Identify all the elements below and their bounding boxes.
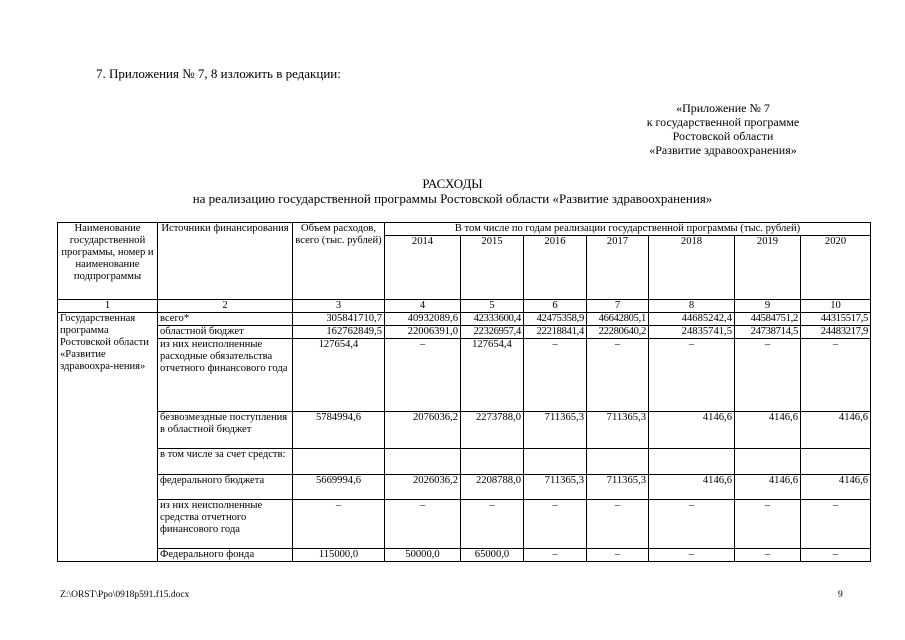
year-cell: 24738714,5 [735, 326, 801, 339]
year-cell: – [801, 500, 871, 549]
col-number: 8 [649, 300, 735, 313]
year-cell [587, 449, 649, 475]
year-cell: 4146,6 [801, 475, 871, 500]
source-cell: в том числе за счет средств: [158, 449, 293, 475]
year-cell: 22218841,4 [524, 326, 587, 339]
year-cell [524, 449, 587, 475]
year-cell: – [649, 500, 735, 549]
total-cell: 305841710,7 [293, 313, 385, 326]
col-number: 1 [58, 300, 158, 313]
col-number: 7 [587, 300, 649, 313]
year-cell: 711365,3 [587, 475, 649, 500]
col-number: 6 [524, 300, 587, 313]
program-name-cell: Государственная программа Ростовской области «Развитие здравоохра-нения» [58, 313, 158, 562]
header-year-2016: 2016 [524, 236, 587, 300]
table-row [58, 326, 871, 339]
header-total: Объем расходов, всего (тыс. рублей) [293, 223, 385, 300]
header-year-2019: 2019 [735, 236, 801, 300]
column-number-row [58, 300, 871, 313]
col-number: 2 [158, 300, 293, 313]
year-cell: 40932089,6 [385, 313, 461, 326]
year-cell: – [587, 549, 649, 562]
year-cell: 711365,3 [524, 475, 587, 500]
year-cell: 24483217,9 [801, 326, 871, 339]
year-cell: 4146,6 [649, 475, 735, 500]
year-cell: 42333600,4 [461, 313, 524, 326]
year-cell: 22326957,4 [461, 326, 524, 339]
header-year-2014: 2014 [385, 236, 461, 300]
year-cell [649, 449, 735, 475]
title-line-1: РАСХОДЫ [422, 176, 483, 191]
year-cell: 42475358,9 [524, 313, 587, 326]
year-cell: 2273788,0 [461, 412, 524, 449]
appendix-line-3: Ростовской области [672, 129, 774, 143]
table-row [58, 500, 871, 549]
table-row [58, 412, 871, 449]
year-cell: – [524, 339, 587, 412]
year-cell: – [735, 500, 801, 549]
year-cell: – [587, 339, 649, 412]
year-cell [385, 449, 461, 475]
year-cell: – [385, 500, 461, 549]
footer-file-path: Z:\ORST\Ppo\0918p591.f15.docx [60, 590, 190, 600]
year-cell: – [649, 339, 735, 412]
year-cell [735, 449, 801, 475]
source-cell: всего* [158, 313, 293, 326]
table-row [58, 475, 871, 500]
header-row [58, 223, 871, 236]
appendix-line-2: к государственной программе [646, 115, 800, 129]
year-cell: 4146,6 [735, 475, 801, 500]
year-cell: – [461, 500, 524, 549]
year-cell: – [649, 549, 735, 562]
document-title [0, 176, 905, 206]
year-cell: 65000,0 [461, 549, 524, 562]
year-cell: 44584751,2 [735, 313, 801, 326]
year-cell: 4146,6 [735, 412, 801, 449]
year-cell: – [801, 339, 871, 412]
year-cell: 127654,4 [461, 339, 524, 412]
page-number: 9 [838, 590, 843, 600]
intro-text: 7. Приложения № 7, 8 изложить в редакции: [96, 66, 341, 81]
source-cell: областной бюджет [158, 326, 293, 339]
table-row [58, 339, 871, 412]
year-cell [801, 449, 871, 475]
year-cell: 711365,3 [587, 412, 649, 449]
year-cell: – [735, 339, 801, 412]
table-row [58, 449, 871, 475]
year-cell: 2208788,0 [461, 475, 524, 500]
col-number: 10 [801, 300, 871, 313]
source-cell: безвозмездные поступления в областной бюджет [158, 412, 293, 449]
appendix-line-1: «Приложение № 7 [676, 101, 770, 115]
total-cell: 162762849,5 [293, 326, 385, 339]
total-cell: – [293, 500, 385, 549]
year-cell: 44685242,4 [649, 313, 735, 326]
header-year-2018: 2018 [649, 236, 735, 300]
title-line-2: на реализацию государственной программы Ростовской области «Развитие здравоохранения» [192, 191, 713, 206]
year-cell: 46642805,1 [587, 313, 649, 326]
total-cell: 115000,0 [293, 549, 385, 562]
year-cell: – [587, 500, 649, 549]
year-cell: 711365,3 [524, 412, 587, 449]
source-cell: федерального бюджета [158, 475, 293, 500]
year-cell [461, 449, 524, 475]
table-row [58, 549, 871, 562]
expenses-table [57, 222, 871, 562]
header-source: Источники финансирования [158, 223, 293, 300]
total-cell: 5669994,6 [293, 475, 385, 500]
header-years-caption: В том числе по годам реализации государственной программы (тыс. рублей) [385, 223, 871, 236]
year-cell: 44315517,5 [801, 313, 871, 326]
col-number: 3 [293, 300, 385, 313]
source-cell: из них неисполненные средства отчетного финансового года [158, 500, 293, 549]
appendix-line-4: «Развитие здравоохранения» [649, 143, 797, 157]
total-cell: 127654,4 [293, 339, 385, 412]
year-cell: 4146,6 [649, 412, 735, 449]
header-year-2020: 2020 [801, 236, 871, 300]
year-cell: – [735, 549, 801, 562]
year-cell: 4146,6 [801, 412, 871, 449]
header-program: Наименование государственной программы, номер и наименование подпрограммы [58, 223, 158, 300]
source-cell: из них неисполненные расходные обязательства отчетного финансового года [158, 339, 293, 412]
year-cell: – [524, 500, 587, 549]
appendix-reference [593, 101, 853, 157]
year-cell: 22280640,2 [587, 326, 649, 339]
year-cell: 2076036,2 [385, 412, 461, 449]
year-cell: – [801, 549, 871, 562]
header-year-2017: 2017 [587, 236, 649, 300]
col-number: 4 [385, 300, 461, 313]
year-cell: 2026036,2 [385, 475, 461, 500]
year-cell: 50000,0 [385, 549, 461, 562]
source-cell: Федерального фонда [158, 549, 293, 562]
table-row [58, 313, 871, 326]
year-cell: – [524, 549, 587, 562]
col-number: 5 [461, 300, 524, 313]
year-cell: 24835741,5 [649, 326, 735, 339]
total-cell: 5784994,6 [293, 412, 385, 449]
total-cell [293, 449, 385, 475]
year-cell: 22006391,0 [385, 326, 461, 339]
year-cell: – [385, 339, 461, 412]
header-year-2015: 2015 [461, 236, 524, 300]
col-number: 9 [735, 300, 801, 313]
